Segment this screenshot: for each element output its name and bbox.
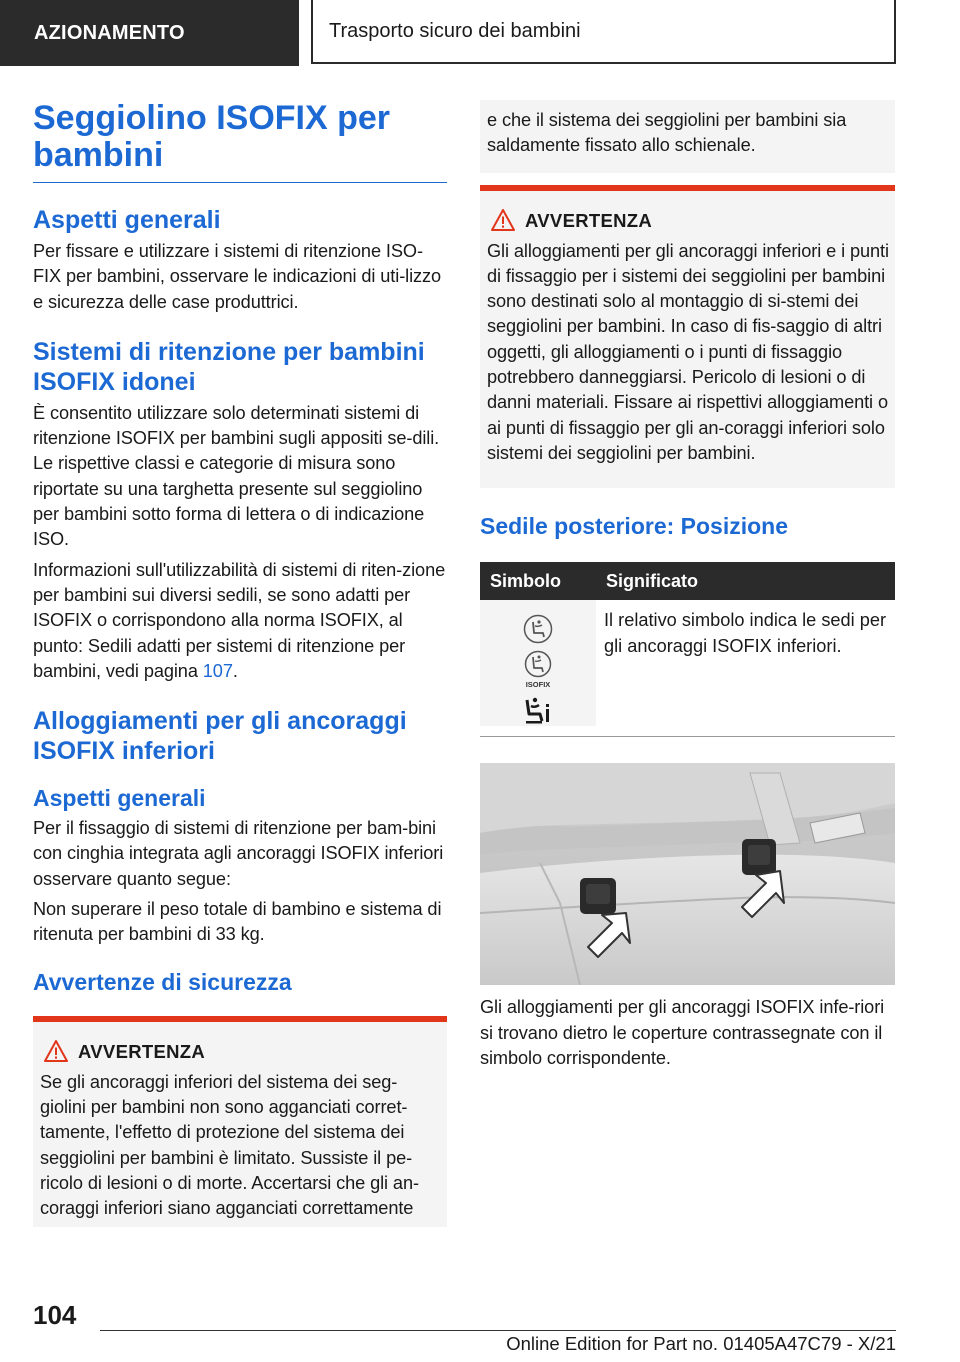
- right-column: [480, 100, 895, 1071]
- warning-title: [40, 1040, 441, 1064]
- isofix-label: ISOFIX: [525, 680, 551, 690]
- heading-lower-anchors: Alloggiamenti per gli ancoraggi ISOFIX inferiori: [33, 707, 407, 766]
- warning2-title-text: AVVERTENZA: [525, 209, 653, 231]
- weight-limit-text: Non superare il peso totale di bambino e sistema di ritenuta per bambini di 33 kg.: [33, 899, 442, 945]
- isofix-anchors-photo: [480, 763, 895, 985]
- page-number: 104: [33, 1300, 77, 1330]
- usability-info-text: [33, 558, 447, 684]
- child-seat-info-icon: [523, 696, 553, 726]
- heading-general: Aspetti generali: [33, 206, 221, 234]
- general-text: Per fissare e utilizzare i sistemi di ritenzione ISO‐FIX per bambini, osservare le indicazioni di uti‐lizzo e sicurezza delle case produttrici.: [33, 241, 442, 312]
- usability-end: .: [232, 660, 238, 681]
- chapter-title: Trasporto sicuro dei bambini: [311, 0, 896, 64]
- warning-triangle-icon: [491, 209, 515, 231]
- warning-continuation-text: e che il sistema dei seggiolini per bambini sia saldamente fissato allo schienale.: [487, 110, 847, 156]
- symbol-table: [480, 562, 895, 726]
- subheading-general: Aspetti generali: [33, 785, 206, 812]
- heading-rear-seat-position: Sedile posteriore: Posizione: [480, 513, 789, 540]
- edition-text: Online Edition for Part no. 01405A47C79 - X/21: [506, 1333, 896, 1354]
- heading-suitable-systems: Sistemi di ritenzione per bambini ISOFIX idonei: [33, 337, 425, 396]
- warning-title-text: AVVERTENZA: [78, 1040, 206, 1062]
- warning2-title: [487, 209, 889, 233]
- rear-seat-illustration: [480, 763, 895, 985]
- meaning-cell: Il relativo simbolo indica le sedi per gli ancoraggi ISOFIX inferiori.: [604, 610, 887, 656]
- suitable-systems-text: È consentito utilizzare solo determinati sistemi di ritenzione ISOFIX per bambini sugli appositi se‐dili. Le rispettive classi e categorie di misura sono riportate su una targhetta presente sul seggiolino per bambini sotto forma di lettera o di indicazione ISO.: [33, 402, 440, 550]
- warning-continuation: [480, 100, 895, 173]
- lower-anchors-text: Per il fissaggio di sistemi di ritenzione per bam‐bini con cinghia integrata agli ancoraggi ISOFIX inferiori osservare quanto segue:: [33, 818, 444, 889]
- page-title: Seggiolino ISOFIX per bambini: [33, 100, 447, 183]
- left-column: [33, 100, 447, 1227]
- photo-caption: Gli alloggiamenti per gli ancoraggi ISOFIX infe‐riori si trovano dietro le coperture contrassegnate con il simbolo corrispondente.: [480, 997, 885, 1068]
- heading-safety-notes: Avvertenze di sicurezza: [33, 968, 292, 995]
- table-header-row: [480, 562, 895, 600]
- page-link-107[interactable]: 107: [202, 660, 233, 681]
- footer-divider: [100, 1330, 896, 1331]
- table-divider: [480, 736, 895, 737]
- child-seat-circle-icon: [523, 614, 553, 644]
- col-header-meaning: Significato: [596, 562, 895, 600]
- col-header-symbol: Simbolo: [480, 562, 596, 600]
- usability-text: Informazioni sull'utilizzabilità di sistemi di riten‐zione per bambini sui diversi sedili, se sono adatti per ISOFIX o corrispondono alla norma ISOFIX, al punto: Sedili adatti per sistemi di ritenzione per bambini, vedi pagina: [33, 559, 446, 681]
- table-row: [480, 600, 895, 726]
- warning-box-2: [480, 185, 895, 489]
- section-tab: AZIONAMENTO: [0, 0, 299, 66]
- child-seat-isofix-icon: [521, 650, 555, 690]
- warning-text: Se gli ancoraggi inferiori del sistema dei seg‐giolini per bambini non sono agganciati corret‐tamente, l'effetto di protezione del sistema dei seggiolini per bambini è limitato. Sussiste il pe‐ricolo di lesioni o di morte. Accertarsi che gli an‐coraggi inferiori siano agganciati correttamente: [40, 1071, 419, 1219]
- warning-box: [33, 1016, 447, 1228]
- symbol-cell: [480, 600, 596, 726]
- warning-triangle-icon: [44, 1040, 68, 1062]
- warning2-text: Gli alloggiamenti per gli ancoraggi inferiori e i punti di fissaggio per i sistemi dei seggiolini per bambini sono destinati solo al montaggio di si‐stemi dei seggiolini per bambini. In caso di fis‐saggio di altri oggetti, gli alloggiamenti o i punti di fissaggio potrebbero danneggiarsi. Pericolo di lesioni o di danni materiali. Fissare ai rispettivi alloggiamenti o ai punti di fissaggio per gli an‐coraggi inferiori solo sistemi dei seggiolini per bambini.: [487, 240, 889, 463]
